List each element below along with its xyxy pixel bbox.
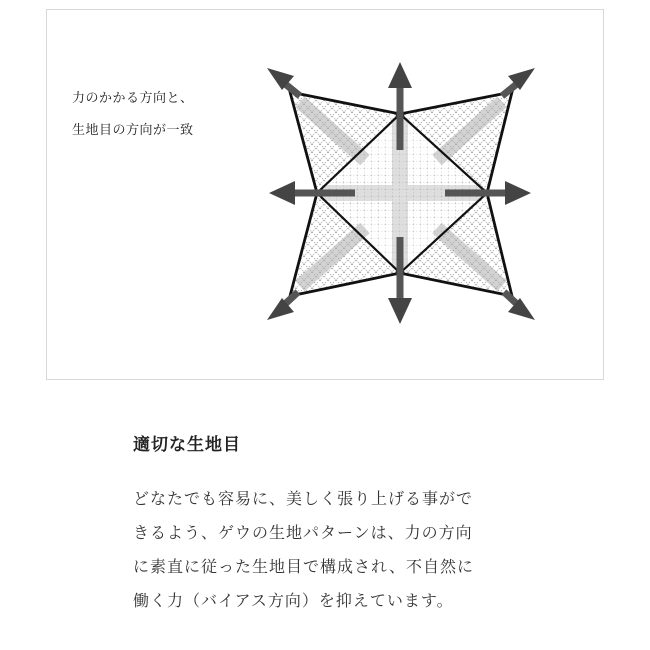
caption-line-1: 力のかかる方向と、 bbox=[72, 91, 194, 106]
section-title: 適切な生地目 bbox=[133, 435, 241, 455]
arrow-down-left-icon bbox=[267, 292, 298, 320]
arrow-up-right-icon bbox=[502, 68, 535, 96]
section-body bbox=[133, 482, 553, 618]
arrow-up-left-icon bbox=[267, 68, 300, 96]
body-line-1: どなたでも容易に、美しく張り上げる事がで bbox=[133, 489, 474, 508]
body-line-4: 働く力（バイアス方向）を抑えています。 bbox=[133, 591, 454, 610]
body-line-2: きるよう、ゲウの生地パターンは、力の方向 bbox=[133, 523, 473, 542]
body-line-3: に素直に従った生地目で構成され、不自然に bbox=[133, 557, 474, 576]
caption-line-2: 生地目の方向が一致 bbox=[72, 123, 194, 138]
arrow-down-right-icon bbox=[504, 292, 535, 320]
